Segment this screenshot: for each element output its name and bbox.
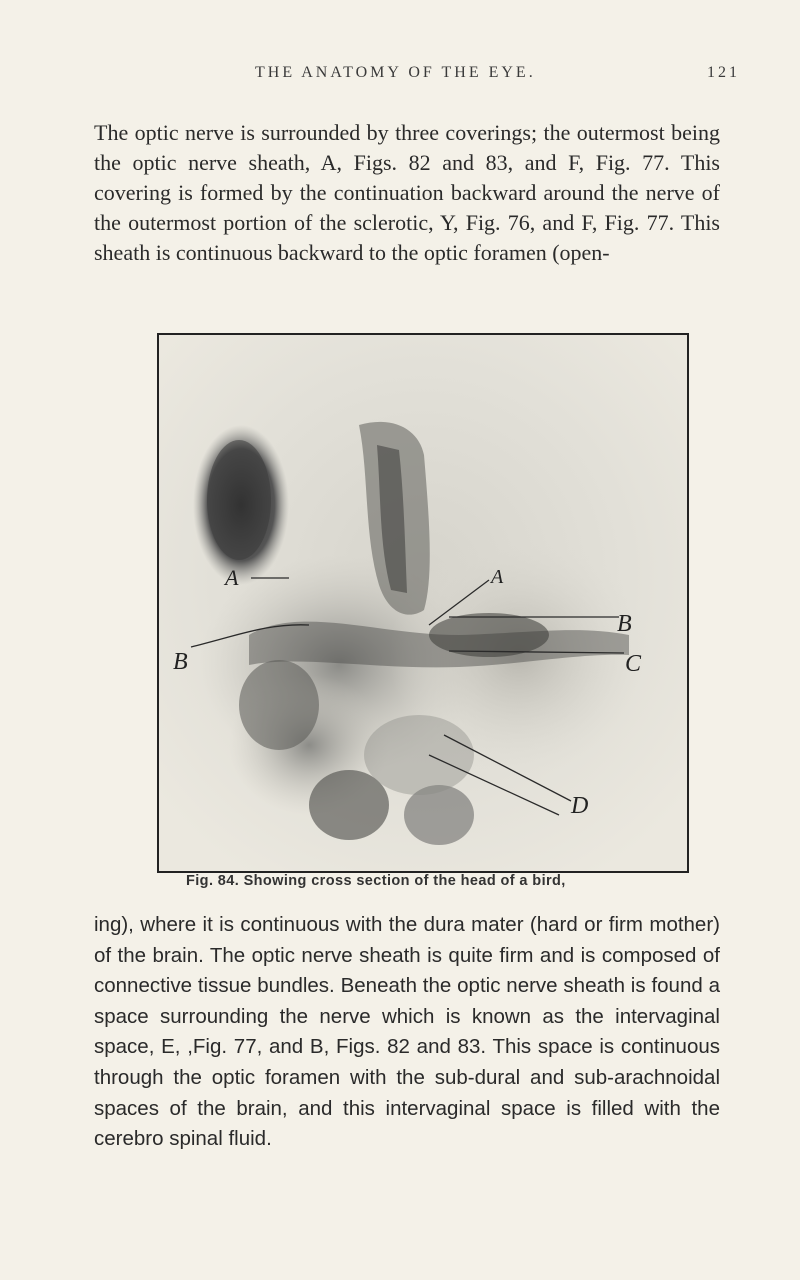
paragraph-bottom: ing), where it is continuous with the dura mater (hard or firm mother) of the brain. The optic nerve sheath is quite firm and is composed of connective tissue bundles. Beneath the optic nerve sheath is found a space surrounding the nerve which is known as the intervaginal space, E, ,Fig. 77, and B, Figs. 82 and 83. This space is continuous through the optic foramen with the sub-dural and sub-arachnoidal spaces of the brain, and this intervaginal space is filled with the cerebro spinal fluid. — [94, 913, 720, 1151]
label-a-left: A — [225, 565, 239, 590]
label-b-left: B — [173, 649, 188, 675]
label-d: D — [571, 793, 589, 819]
paragraph-top: The optic nerve is surrounded by three coverings; the outermost being the optic nerve sheath, A, Figs. 82 and 83, and F, Fig. 77. This covering is formed by the continuation backward around the nerve of the outermost portion of the sclerotic, Y, Fig. 76, and F, Fig. 77. This sheath is continuous backward to the optic foramen (open- — [94, 120, 720, 265]
page-number: 121 — [707, 64, 740, 81]
running-title: THE ANATOMY OF THE EYE. — [255, 64, 536, 81]
bird-head-cross-section-illustration — [159, 335, 687, 871]
label-c: C — [625, 651, 642, 677]
label-a-right: A — [491, 566, 504, 588]
running-head — [0, 64, 800, 88]
figure-plate — [157, 333, 689, 873]
label-b-right: B — [617, 611, 632, 637]
figure-caption: Fig. 84. Showing cross section of the head of a bird, — [186, 873, 566, 889]
